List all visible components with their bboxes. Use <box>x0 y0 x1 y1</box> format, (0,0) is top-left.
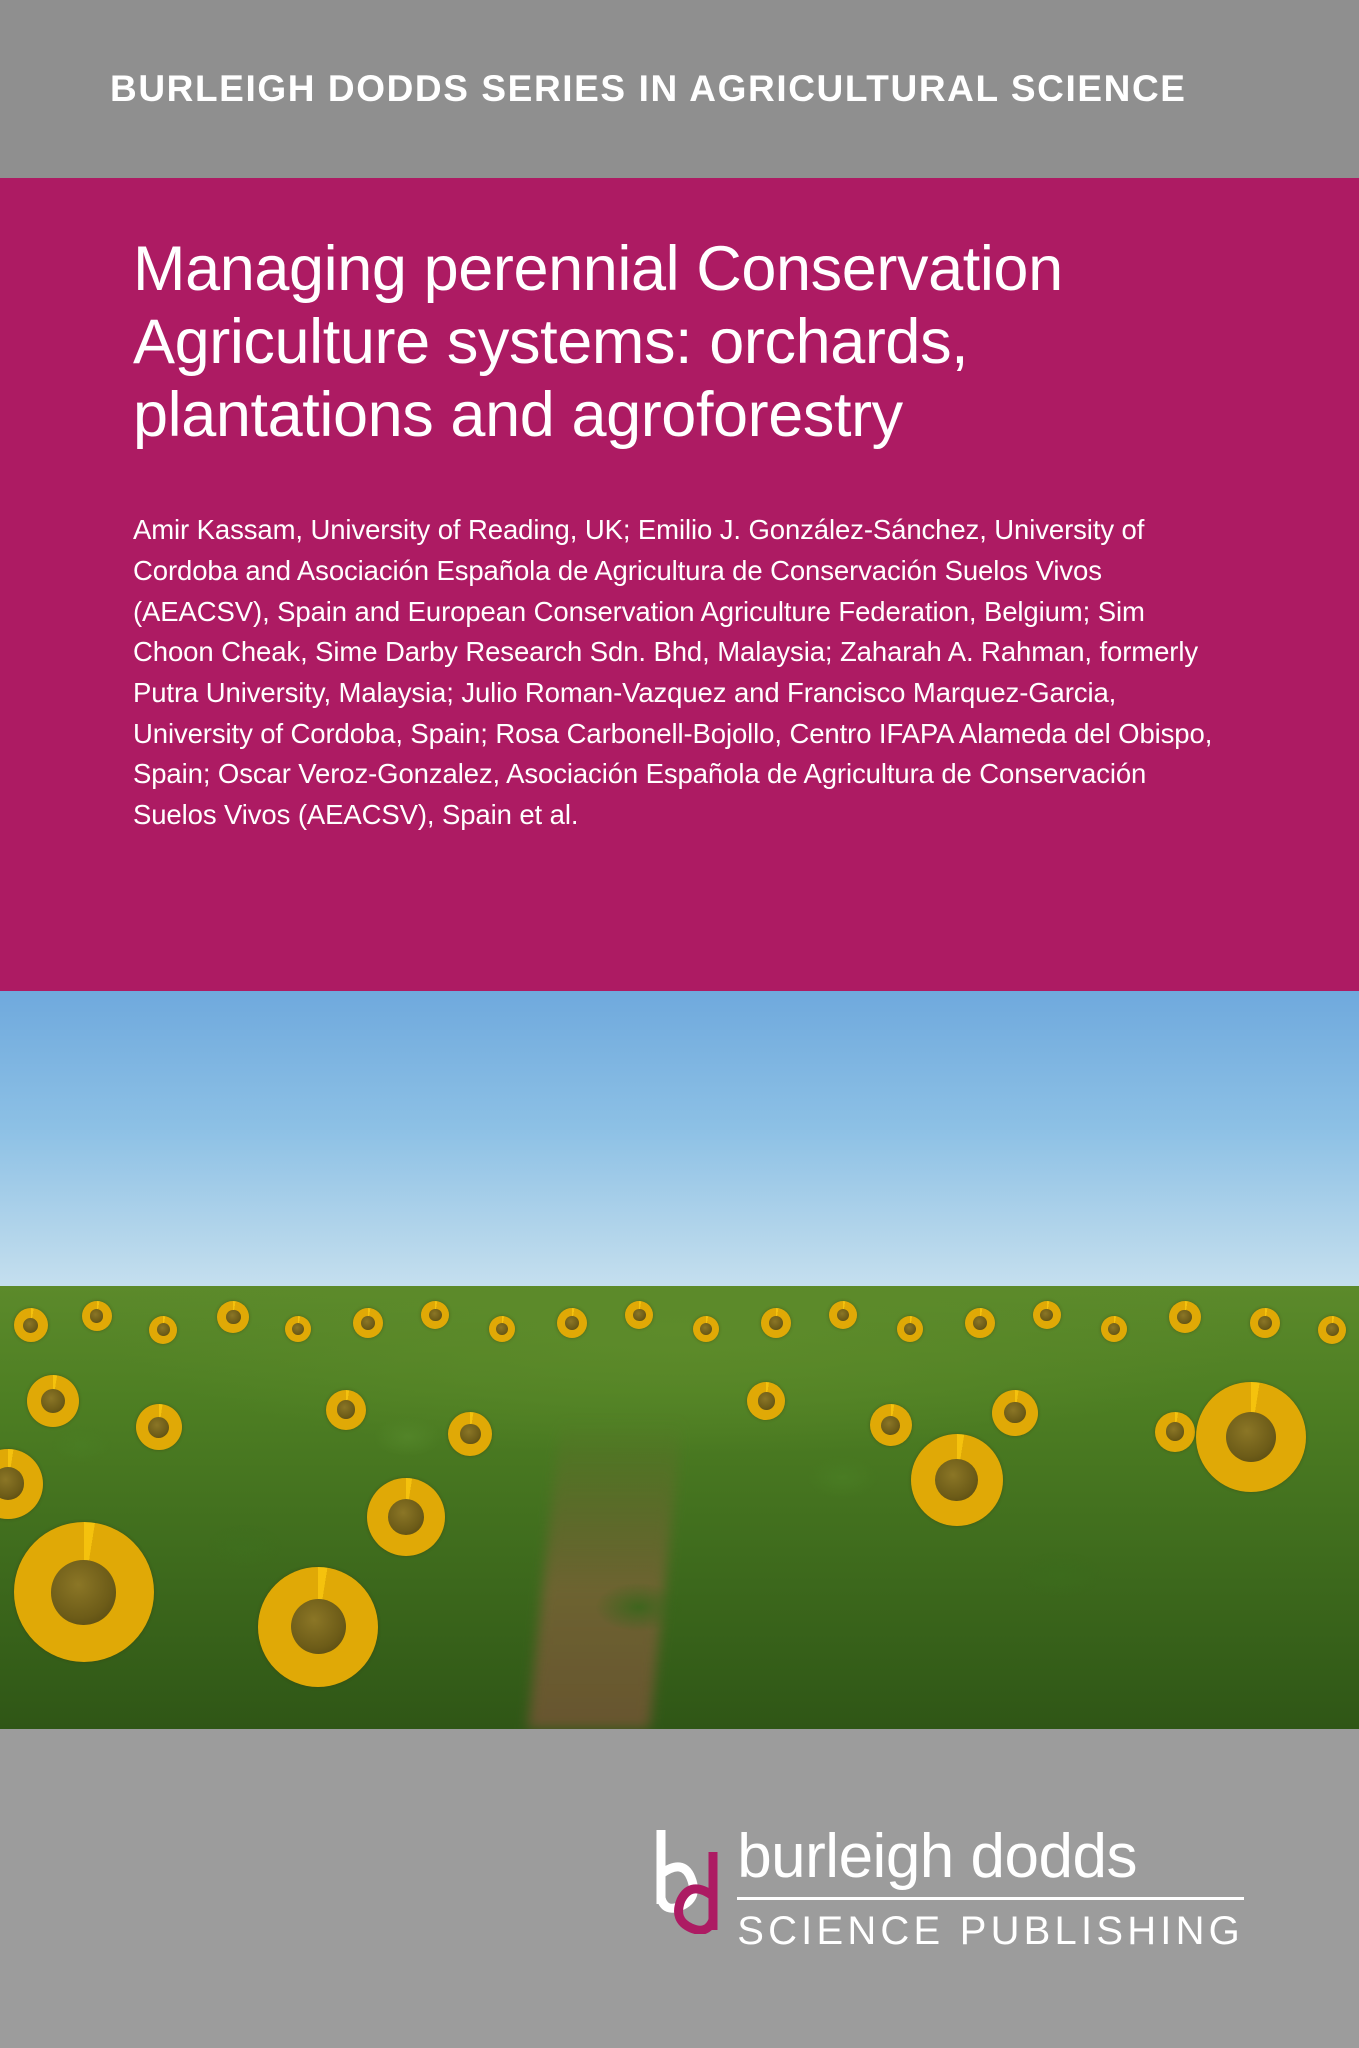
sunflower <box>326 1390 366 1430</box>
sunflower <box>285 1316 311 1342</box>
sunflower <box>14 1522 154 1662</box>
publisher-logo <box>651 1822 1244 1953</box>
sunflower <box>1169 1301 1201 1333</box>
title-block <box>0 178 1359 991</box>
sunflower <box>1196 1382 1306 1492</box>
sunflower <box>965 1308 995 1338</box>
sky-region <box>0 991 1359 1330</box>
author-list: Amir Kassam, University of Reading, UK; Emilio J. González-Sánchez, University of Cordoba and Asociación Española de Agricultura de Conservación Suelos Vivos (AEACSV), Spain and European Conservation Agriculture Federation, Belgium; Sim Choon Cheak, Sime Darby Research Sdn. Bhd, Malaysia; Zaharah A. Rahman, formerly Putra University, Malaysia; Julio Roman-Vazquez and Francisco Marquez-Garcia, University of Cordoba, Spain; Rosa Carbonell-Bojollo, Centro IFAPA Alameda del Obispo, Spain; Oscar Veroz-Gonzalez, Asociación Española de Agricultura de Conservación Suelos Vivos (AEACSV), Spain et al. <box>133 514 1213 831</box>
sunflower <box>897 1316 923 1342</box>
sunflower <box>693 1316 719 1342</box>
sunflower <box>82 1301 112 1331</box>
sunflower <box>870 1404 912 1446</box>
sunflower <box>14 1308 48 1342</box>
cover-photo <box>0 991 1359 1729</box>
sunflower <box>911 1434 1003 1526</box>
sunflower <box>489 1316 515 1342</box>
sunflower <box>829 1301 857 1329</box>
sunflower <box>27 1375 79 1427</box>
sunflower <box>625 1301 653 1329</box>
sunflower <box>136 1404 182 1450</box>
sunflower <box>992 1390 1038 1436</box>
series-title: BURLEIGH DODDS SERIES IN AGRICULTURAL SCIENCE <box>110 68 1187 109</box>
sunflower <box>367 1478 445 1556</box>
publisher-name: burleigh dodds <box>737 1826 1244 1900</box>
bd-monogram-icon <box>651 1826 723 1934</box>
sunflower <box>1033 1301 1061 1329</box>
book-title: Managing perennial Conservation Agriculture systems: orchards, plantations and agroforestry <box>133 234 1063 451</box>
sunflower <box>1101 1316 1127 1342</box>
sunflower <box>1155 1412 1195 1452</box>
sunflower <box>1318 1316 1346 1344</box>
publisher-logo-text <box>737 1822 1244 1953</box>
publisher-band <box>0 1729 1359 2048</box>
publisher-tagline: SCIENCE PUBLISHING <box>737 1909 1244 1953</box>
foliage-texture <box>0 1323 1359 1729</box>
sunflower <box>258 1567 378 1687</box>
sunflower <box>448 1412 492 1456</box>
series-band <box>0 0 1359 178</box>
